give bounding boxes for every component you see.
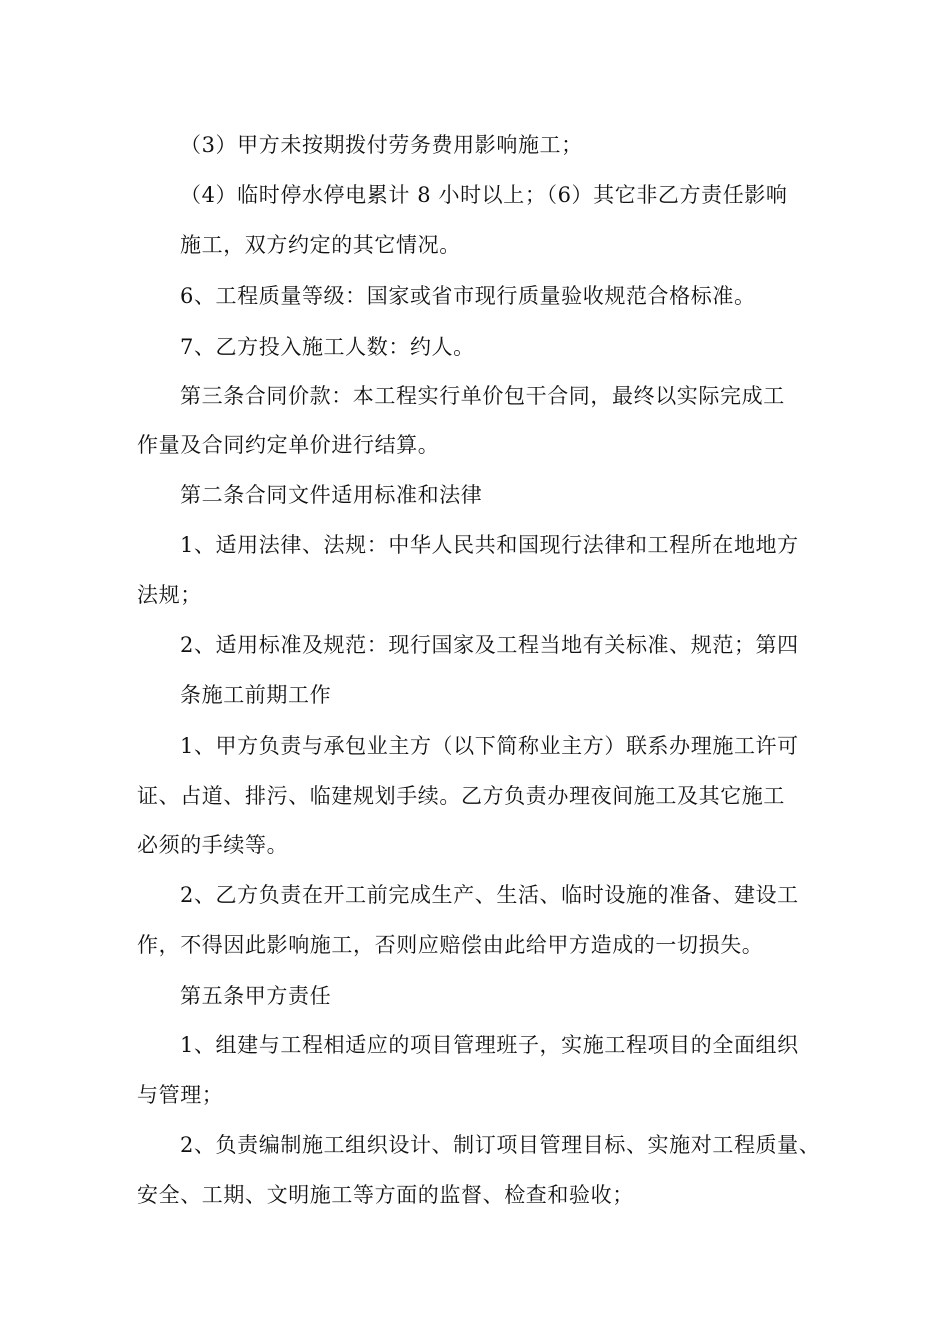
text-line-10: 法规； <box>137 583 202 607</box>
text-line-6: 第三条合同价款：本工程实行单价包干合同，最终以实际完成工 <box>180 384 785 408</box>
text-line-15: 必须的手续等。 <box>137 833 289 857</box>
text-line-13: 1、甲方负责与承包业主方（以下简称业主方）联系办理施工许可 <box>180 734 799 758</box>
text-line-4: 6、工程质量等级：国家或省市现行质量验收规范合格标准。 <box>180 284 756 308</box>
text-line-22: 安全、工期、文明施工等方面的监督、检查和验收； <box>137 1183 634 1207</box>
text-line-14: 证、占道、排污、临建规划手续。乙方负责办理夜间施工及其它施工 <box>137 784 785 808</box>
text-line-21: 2、负责编制施工组织设计、制订项目管理目标、实施对工程质量、 <box>180 1133 821 1157</box>
text-line-1: （3）甲方未按期拨付劳务费用影响施工； <box>180 133 583 157</box>
text-line-16: 2、乙方负责在开工前完成生产、生活、临时设施的准备、建设工 <box>180 883 799 907</box>
text-line-18: 第五条甲方责任 <box>180 984 332 1008</box>
text-line-7: 作量及合同约定单价进行结算。 <box>137 433 440 457</box>
text-line-20: 与管理； <box>137 1083 224 1107</box>
text-line-2: （4）临时停水停电累计 8 小时以上；（6）其它非乙方责任影响 <box>180 183 788 207</box>
text-line-17: 作，不得因此影响施工，否则应赔偿由此给甲方造成的一切损失。 <box>137 933 764 957</box>
text-line-3: 施工，双方约定的其它情况。 <box>180 233 461 257</box>
text-line-12: 条施工前期工作 <box>180 683 332 707</box>
text-line-5: 7、乙方投入施工人数：约人。 <box>180 335 475 359</box>
text-line-19: 1、组建与工程相适应的项目管理班子，实施工程项目的全面组织 <box>180 1033 799 1057</box>
text-line-8: 第二条合同文件适用标准和法律 <box>180 483 483 507</box>
text-line-11: 2、适用标准及规范：现行国家及工程当地有关标准、规范；第四 <box>180 633 799 657</box>
text-line-9: 1、适用法律、法规：中华人民共和国现行法律和工程所在地地方 <box>180 533 799 557</box>
